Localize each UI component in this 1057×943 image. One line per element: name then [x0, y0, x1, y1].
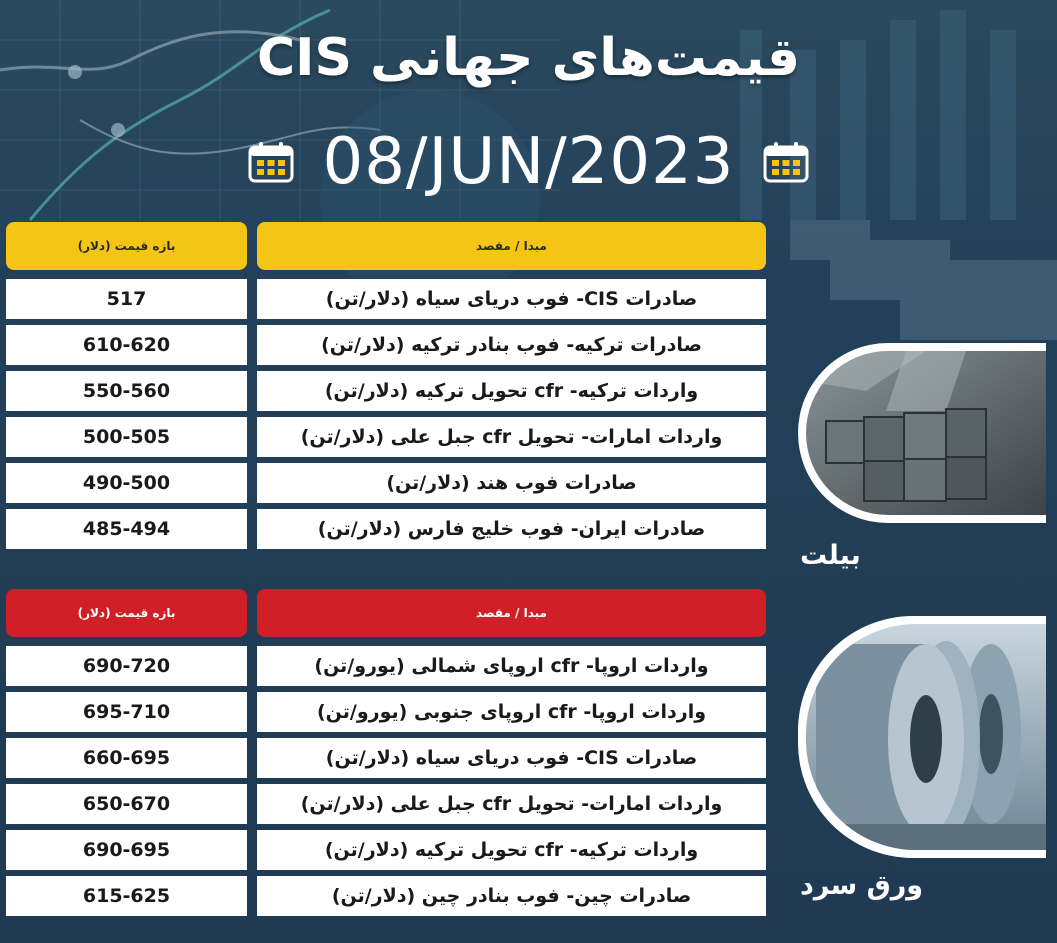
price-cell: 500-505 [6, 417, 247, 457]
table-row [6, 417, 766, 457]
table-row [6, 646, 766, 686]
cold-sheet-label: ورق سرد [800, 870, 924, 901]
table-row [6, 692, 766, 732]
calendar-icon [248, 141, 294, 183]
route-cell: واردات ترکیه- cfr تحویل ترکیه (دلار/تن) [257, 830, 766, 870]
route-cell: صادرات ایران- فوب خلیج فارس (دلار/تن) [257, 509, 766, 549]
route-cell: صادرات چین- فوب بنادر چین (دلار/تن) [257, 876, 766, 916]
route-column-header: مبدا / مقصد [257, 589, 766, 637]
table-row [6, 784, 766, 824]
table-row [6, 830, 766, 870]
table-row [6, 738, 766, 778]
route-cell: واردات امارات- تحویل cfr جبل علی (دلار/تن) [257, 784, 766, 824]
cold-sheet-photo [806, 624, 1046, 850]
price-cell: 517 [6, 279, 247, 319]
price-column-header: بازه قیمت (دلار) [6, 222, 247, 270]
calendar-icon [763, 141, 809, 183]
price-cell: 490-500 [6, 463, 247, 503]
billet-price-table [6, 222, 766, 555]
price-cell: 660-695 [6, 738, 247, 778]
price-cell: 485-494 [6, 509, 247, 549]
table-row [6, 325, 766, 365]
cold-sheet-photo-frame [798, 616, 1046, 858]
date-row [0, 122, 1057, 202]
table-row [6, 876, 766, 916]
route-cell: واردات اروپا- cfr اروپای جنوبی (یورو/تن) [257, 692, 766, 732]
price-cell: 695-710 [6, 692, 247, 732]
price-cell: 690-695 [6, 830, 247, 870]
price-cell: 550-560 [6, 371, 247, 411]
price-cell: 650-670 [6, 784, 247, 824]
table-row [6, 371, 766, 411]
price-column-header: بازه قیمت (دلار) [6, 589, 247, 637]
route-cell: صادرات CIS- فوب دریای سیاه (دلار/تن) [257, 279, 766, 319]
billet-photo [806, 351, 1046, 515]
billet-label: بیلت [800, 540, 861, 571]
report-date: 08/JUN/2023 [322, 125, 735, 199]
route-cell: واردات امارات- تحویل cfr جبل علی (دلار/تن) [257, 417, 766, 457]
price-cell: 690-720 [6, 646, 247, 686]
table-header [6, 222, 766, 270]
billet-photo-frame [798, 343, 1046, 523]
table-row [6, 463, 766, 503]
table-header [6, 589, 766, 637]
table-row [6, 509, 766, 549]
route-cell: واردات ترکیه- cfr تحویل ترکیه (دلار/تن) [257, 371, 766, 411]
cold-sheet-price-table [6, 589, 766, 922]
route-cell: واردات اروپا- cfr اروپای شمالی (یورو/تن) [257, 646, 766, 686]
route-cell: صادرات ترکیه- فوب بنادر ترکیه (دلار/تن) [257, 325, 766, 365]
table-row [6, 279, 766, 319]
price-cell: 615-625 [6, 876, 247, 916]
route-cell: صادرات CIS- فوب دریای سیاه (دلار/تن) [257, 738, 766, 778]
page-title: قیمت‌های جهانی CIS [256, 28, 801, 88]
route-cell: صادرات فوب هند (دلار/تن) [257, 463, 766, 503]
route-column-header: مبدا / مقصد [257, 222, 766, 270]
price-cell: 610-620 [6, 325, 247, 365]
